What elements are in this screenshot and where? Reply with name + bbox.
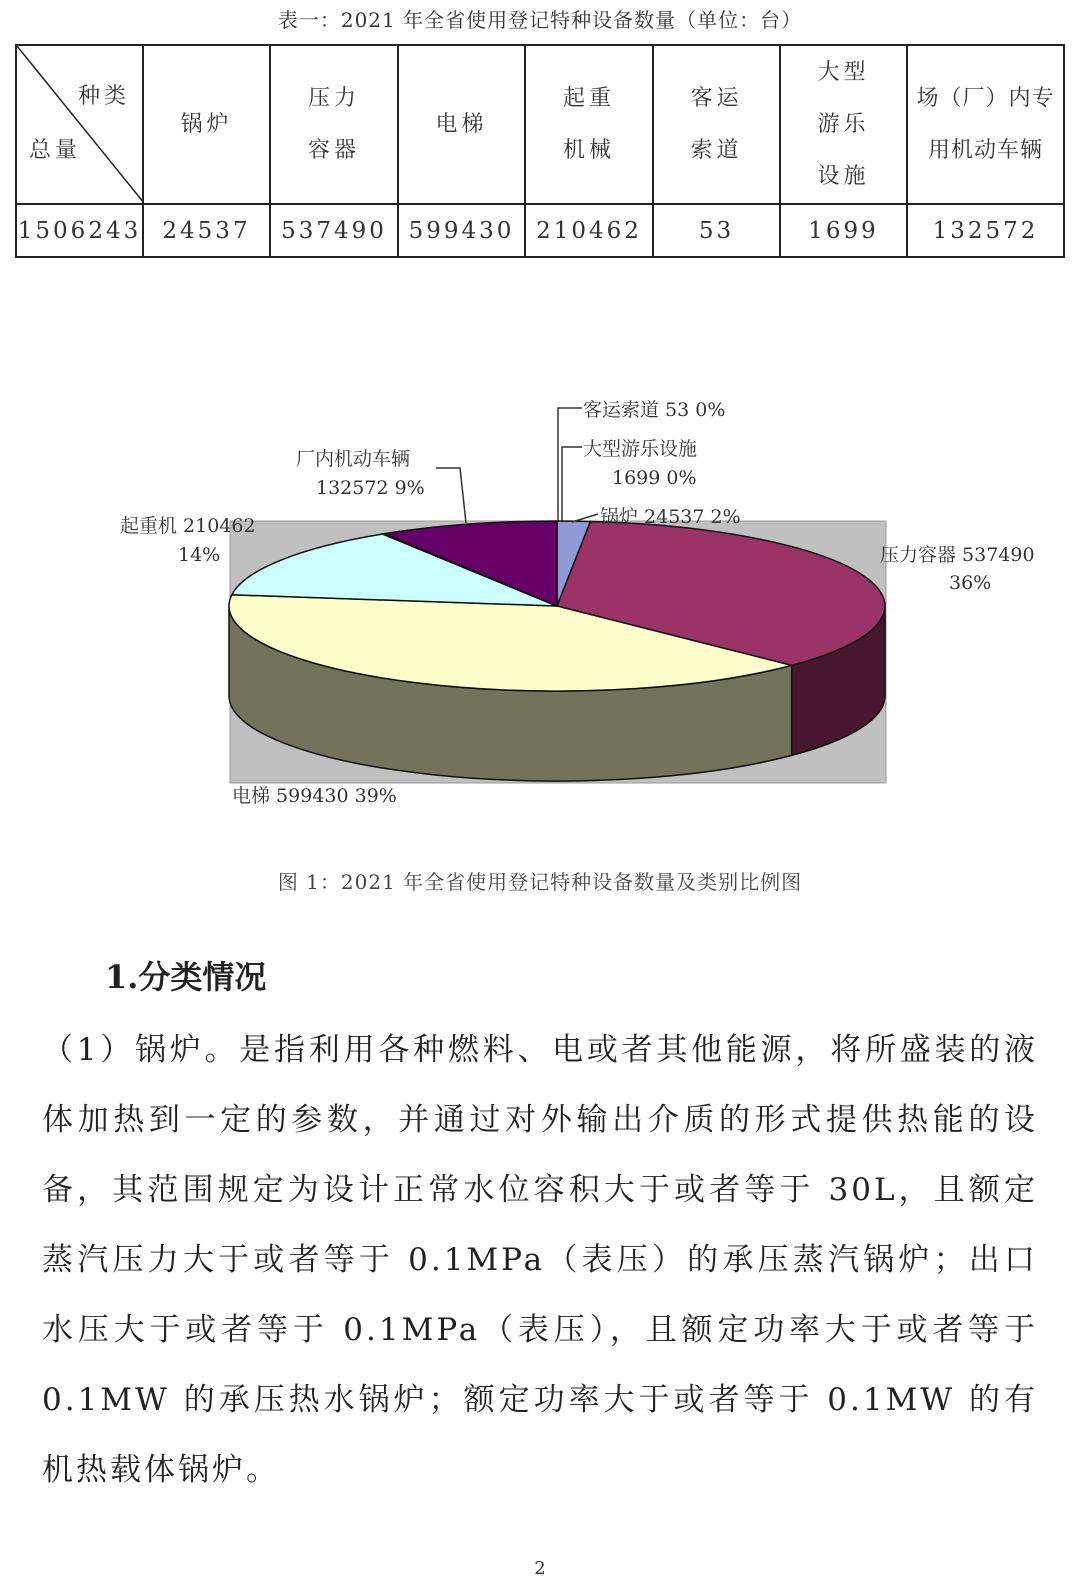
label-amusement-value: 1699 0% <box>612 467 697 489</box>
header-cableway: 客运 索道 <box>653 45 780 204</box>
value-amusement: 1699 <box>780 204 907 257</box>
header-crane: 起重 机械 <box>525 45 653 204</box>
equipment-count-table <box>15 44 1065 258</box>
value-vehicle: 132572 <box>907 204 1064 257</box>
value-boiler: 24537 <box>143 204 270 257</box>
label-crane-name: 起重机 210462 <box>120 515 256 537</box>
label-pressure-name: 压力容器 537490 <box>880 544 1035 566</box>
label-vehicle-name: 厂内机动车辆 <box>296 448 411 470</box>
pie-top-slices <box>229 521 885 691</box>
label-amusement-name: 大型游乐设施 <box>583 438 698 460</box>
header-boiler: 锅炉 <box>143 45 270 204</box>
leader-lines <box>436 408 598 523</box>
label-elevator: 电梯 599430 39% <box>232 785 397 807</box>
header-amusement: 大型 游乐 设施 <box>780 45 907 204</box>
header-elevator: 电梯 <box>398 45 525 204</box>
value-total: 1506243 <box>16 204 143 257</box>
corner-header-cell <box>16 45 143 204</box>
pie-chart <box>0 390 1080 810</box>
label-boiler: 锅炉 24537 2% <box>600 506 741 528</box>
label-cableway: 客运索道 53 0% <box>583 399 726 421</box>
corner-label-type: 种类 <box>77 84 130 109</box>
header-pressure-vessel: 压力 容器 <box>270 45 398 204</box>
value-elevator: 599430 <box>398 204 525 257</box>
table-header-row <box>16 45 1064 204</box>
table-title: 表一：2021 年全省使用登记特种设备数量（单位：台） <box>277 8 803 32</box>
value-cableway: 53 <box>653 204 780 257</box>
label-crane-pct: 14% <box>178 544 221 566</box>
page-number: 2 <box>534 1558 546 1579</box>
body-paragraph: （1）锅炉。是指利用各种燃料、电或者其他能源，将所盛装的液体加热到一定的参数，并通过对外输出介质的形式提供热能的设备，其范围规定为设计正常水位容积大于或者等于 30L，且额定蒸汽压力大于或者等于 0.1MPa（表压）的承压蒸汽锅炉；出口水压大于或者等于 0.1MPa（表压），且额定功率大于或者等于 0.1MW 的承压热水锅炉；额定功率大于或者等于 0.1MW 的有机热载体锅炉。 <box>42 1032 1038 1488</box>
value-pressure-vessel: 537490 <box>270 204 398 257</box>
label-vehicle-value: 132572 9% <box>316 477 425 499</box>
corner-diagonal-line <box>17 46 144 203</box>
section-heading: 1.分类情况 <box>105 958 267 996</box>
header-vehicle: 场（厂）内专 用机动车辆 <box>907 45 1064 204</box>
table-value-row <box>16 204 1064 257</box>
value-crane: 210462 <box>525 204 653 257</box>
label-pressure-pct: 36% <box>949 572 992 594</box>
corner-label-total: 总量 <box>29 138 82 163</box>
figure-caption: 图 1：2021 年全省使用登记特种设备数量及类别比例图 <box>277 870 803 894</box>
